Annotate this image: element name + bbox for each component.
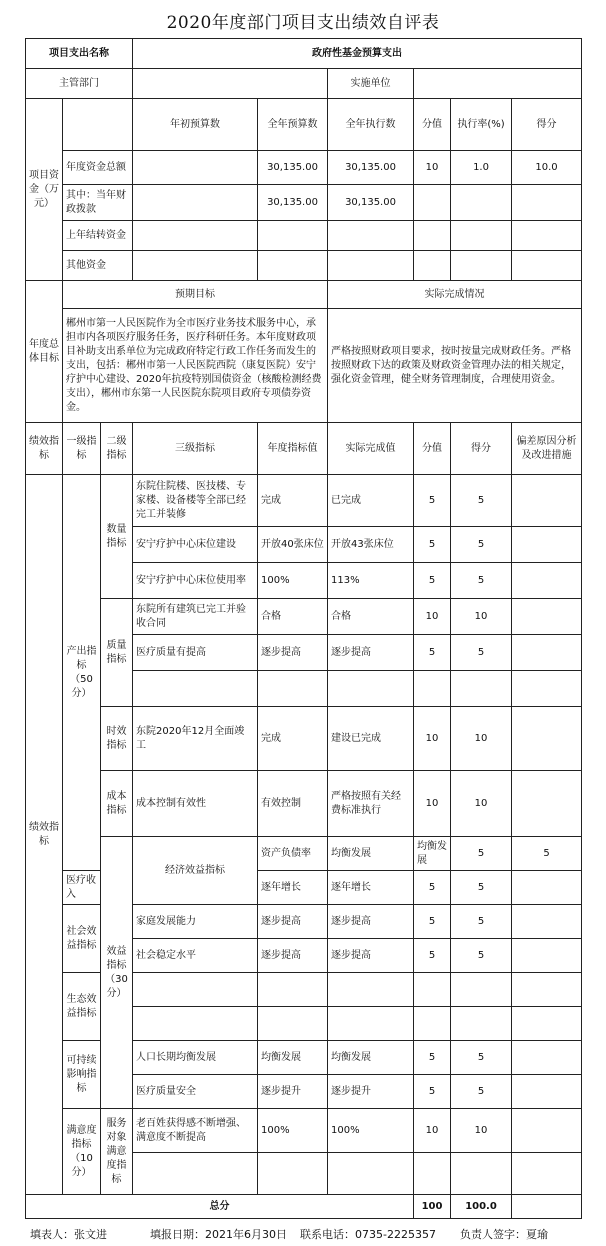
l3-actual <box>328 1153 414 1195</box>
l3-name: 社会稳定水平 <box>133 939 258 973</box>
l3-name: 医疗质量安全 <box>133 1075 258 1109</box>
l3-actual: 建设已完成 <box>328 707 414 771</box>
l2-cost: 成本指标 <box>101 771 133 837</box>
l3-target: 完成 <box>258 707 328 771</box>
impl-unit-label: 实施单位 <box>328 69 414 99</box>
l3-actual <box>328 973 414 1007</box>
fund-full-budget <box>258 221 328 251</box>
fund-score <box>512 185 582 221</box>
l3-score <box>451 1153 512 1195</box>
footer-phone: 联系电话：0735-2225357 <box>300 1228 436 1241</box>
l3-score: 5 <box>512 837 582 871</box>
l2-timeliness: 时效指标 <box>101 707 133 771</box>
l2-ecological: 生态效益指标 <box>63 973 101 1041</box>
goals-expected-header: 预期目标 <box>63 281 328 309</box>
l3-reason <box>512 1007 582 1041</box>
fund-name: 年度资金总额 <box>63 151 133 185</box>
l2-quality: 质量指标 <box>101 599 133 707</box>
l3-target <box>258 1153 328 1195</box>
dept-label: 主管部门 <box>26 69 133 99</box>
l3-score-value: 5 <box>414 905 451 939</box>
l3-actual: 113% <box>328 563 414 599</box>
l3-name: 东院所有建筑已完工并验收合同 <box>133 599 258 635</box>
indicator-row <box>26 707 582 771</box>
l3-name: 东院住院楼、医技楼、专家楼、设备楼等全部已经完工并装修 <box>133 475 258 527</box>
funds-header-score: 得分 <box>512 99 582 151</box>
total-score-value: 100 <box>414 1195 451 1219</box>
l3-score <box>451 1007 512 1041</box>
l3-score-value: 10 <box>414 599 451 635</box>
goals-label: 年度总体目标 <box>26 281 63 423</box>
l3-actual: 均衡发展 <box>414 837 451 871</box>
footer-signer: 负责人签字：夏瑜 <box>460 1228 548 1241</box>
l3-name: 东院2020年12月全面竣工 <box>133 707 258 771</box>
l3-name: 人口长期均衡发展 <box>133 1041 258 1075</box>
l3-score: 5 <box>451 563 512 599</box>
l3-score: 10 <box>451 1109 512 1153</box>
fund-exec-rate: 1.0 <box>451 151 512 185</box>
l3-actual: 逐步提高 <box>328 905 414 939</box>
l3-target: 开放40张床位 <box>258 527 328 563</box>
l3-reason <box>512 939 582 973</box>
fund-full-budget: 30,135.00 <box>258 151 328 185</box>
total-reason <box>512 1195 582 1219</box>
fund-score-value: 10 <box>414 151 451 185</box>
l3-score-value: 5 <box>414 475 451 527</box>
l3-score-value: 5 <box>414 871 451 905</box>
l3-score: 10 <box>451 707 512 771</box>
total-score: 100.0 <box>451 1195 512 1219</box>
l3-target <box>258 671 328 707</box>
l3-target: 100% <box>258 1109 328 1153</box>
l3-actual: 100% <box>328 1109 414 1153</box>
l3-score-value: 5 <box>414 1075 451 1109</box>
fund-name: 其他资金 <box>63 251 133 281</box>
l3-score-value: 5 <box>414 563 451 599</box>
l3-name: 安宁疗护中心床位使用率 <box>133 563 258 599</box>
l3-target: 逐步提高 <box>258 939 328 973</box>
l3-score-value: 10 <box>414 707 451 771</box>
l3-target: 逐步提高 <box>258 905 328 939</box>
l3-score: 5 <box>451 905 512 939</box>
goals-expected-text: 郴州市第一人民医院作为全市医疗业务技术服务中心，承担市内各项医疗服务任务，医疗科研任务。本年度财政项目补助支出系单位为完成政府特定行政工作任务而发生的支出，包括：郴州市第一人民医院西院（康复医院）安宁疗护中心建设、2020年抗疫特别国债资金（核酸检测经费支出），郴州市东第一人民医院东院项目政府专项债券资金。 <box>63 309 328 423</box>
funds-header-initial: 年初预算数 <box>133 99 258 151</box>
l3-reason <box>512 905 582 939</box>
funds-header-score-value: 分值 <box>414 99 451 151</box>
l3-name <box>133 671 258 707</box>
l3-target: 完成 <box>258 475 328 527</box>
l2-quantity: 数量指标 <box>101 475 133 599</box>
l2-social: 社会效益指标 <box>63 905 101 973</box>
l3-target: 合格 <box>258 599 328 635</box>
l3-actual: 开放43张床位 <box>328 527 414 563</box>
l3-target: 100% <box>258 563 328 599</box>
l3-score: 5 <box>451 939 512 973</box>
project-name-label: 项目支出名称 <box>26 39 133 69</box>
fund-score <box>512 221 582 251</box>
l3-score: 5 <box>451 635 512 671</box>
fund-score-value <box>414 221 451 251</box>
fund-exec-rate <box>451 221 512 251</box>
l3-reason <box>512 475 582 527</box>
fund-initial <box>133 185 258 221</box>
l3-reason <box>512 1153 582 1195</box>
funds-header-exec-rate: 执行率(%) <box>451 99 512 151</box>
l3-name: 医疗收入 <box>63 871 101 905</box>
funds-header-full-budget: 全年预算数 <box>258 99 328 151</box>
l3-target: 均衡发展 <box>258 1041 328 1075</box>
l3-reason <box>512 707 582 771</box>
l3-actual: 合格 <box>328 599 414 635</box>
goals-actual-text: 严格按照财政项目要求，按时按量完成财政任务。严格按照财政下达的政策及财政资金管理办法的相关规定，强化资金管理，健全财务管理制度，合理使用资金。 <box>328 309 582 423</box>
l3-reason <box>512 671 582 707</box>
l3-name: 家庭发展能力 <box>133 905 258 939</box>
l3-reason <box>512 599 582 635</box>
l3-target: 逐步提升 <box>258 1075 328 1109</box>
ind-header-reason: 偏差原因分析及改进措施 <box>512 423 582 475</box>
l3-score-value: 5 <box>414 527 451 563</box>
funds-row <box>26 221 582 251</box>
indicator-row <box>26 599 582 635</box>
l3-actual: 逐步提升 <box>328 1075 414 1109</box>
l3-name <box>133 1153 258 1195</box>
ind-header-score-value: 分值 <box>414 423 451 475</box>
satisfaction-label: 满意度指标（10分） <box>63 1109 101 1195</box>
indicator-row <box>26 1109 582 1153</box>
l3-score <box>451 671 512 707</box>
l3-score: 5 <box>451 1041 512 1075</box>
fund-initial <box>133 251 258 281</box>
l3-name: 成本控制有效性 <box>133 771 258 837</box>
l3-target: 逐步提高 <box>258 635 328 671</box>
footer-filler: 填表人：张文进 <box>30 1228 107 1241</box>
l3-target <box>258 1007 328 1041</box>
l3-reason <box>512 1075 582 1109</box>
funds-row <box>26 151 582 185</box>
goals-actual-header: 实际完成情况 <box>328 281 582 309</box>
l3-actual: 逐年增长 <box>328 871 414 905</box>
l3-target <box>258 973 328 1007</box>
l3-score: 5 <box>451 1075 512 1109</box>
ind-header-level3: 三级指标 <box>133 423 258 475</box>
ind-header-actual: 实际完成值 <box>328 423 414 475</box>
ind-header-target: 年度指标值 <box>258 423 328 475</box>
l3-score-value: 5 <box>414 1041 451 1075</box>
fund-name: 其中：当年财政拨款 <box>63 185 133 221</box>
l3-actual <box>328 1007 414 1041</box>
l3-reason <box>512 635 582 671</box>
page-title: 2020年度部门项目支出绩效自评表 <box>166 13 440 33</box>
ind-header-level2: 二级指标 <box>101 423 133 475</box>
l3-score-value: 5 <box>451 837 512 871</box>
funds-header-full-exec: 全年执行数 <box>328 99 414 151</box>
total-label: 总分 <box>26 1195 414 1219</box>
ind-header-level1: 一级指标 <box>63 423 101 475</box>
l3-score-value <box>414 1007 451 1041</box>
l3-score-value: 10 <box>414 771 451 837</box>
ind-header-perf: 绩效指标 <box>26 423 63 475</box>
funds-label: 项目资金（万元） <box>26 99 63 281</box>
fund-full-budget: 30,135.00 <box>258 185 328 221</box>
l3-score: 5 <box>451 527 512 563</box>
indicator-row <box>26 771 582 837</box>
l3-score-value: 10 <box>414 1109 451 1153</box>
l3-score: 10 <box>451 599 512 635</box>
footer <box>30 1226 590 1242</box>
l3-name <box>133 973 258 1007</box>
funds-row <box>26 185 582 221</box>
fund-full-exec: 30,135.00 <box>328 185 414 221</box>
l3-score: 5 <box>451 475 512 527</box>
output-label: 产出指标（50分） <box>63 475 101 871</box>
l3-score-value: 5 <box>414 939 451 973</box>
fund-initial <box>133 221 258 251</box>
fund-score-value <box>414 251 451 281</box>
l3-reason <box>512 1041 582 1075</box>
fund-initial <box>133 151 258 185</box>
l3-score-value <box>414 1153 451 1195</box>
l3-actual: 均衡发展 <box>328 1041 414 1075</box>
funds-header-blank <box>63 99 133 151</box>
l3-name: 资产负债率 <box>258 837 328 871</box>
l3-target: 逐年增长 <box>258 871 328 905</box>
dept-value <box>133 69 328 99</box>
l3-score-value: 5 <box>414 635 451 671</box>
fund-score: 10.0 <box>512 151 582 185</box>
l3-actual <box>328 671 414 707</box>
l2-service: 服务对象满意度指标 <box>101 1109 133 1195</box>
project-name-value: 政府性基金预算支出 <box>133 39 582 69</box>
funds-row <box>26 251 582 281</box>
l3-score: 10 <box>451 771 512 837</box>
fund-full-exec: 30,135.00 <box>328 151 414 185</box>
l3-actual: 已完成 <box>328 475 414 527</box>
l3-reason <box>512 973 582 1007</box>
impl-unit-value <box>414 69 582 99</box>
l3-name: 医疗质量有提高 <box>133 635 258 671</box>
l3-reason <box>512 1109 582 1153</box>
l3-name <box>133 1007 258 1041</box>
l3-reason <box>512 871 582 905</box>
indicator-row <box>26 475 582 527</box>
fund-score-value <box>414 185 451 221</box>
l2-sustainable: 可持续影响指标 <box>63 1041 101 1109</box>
fund-full-exec <box>328 251 414 281</box>
ind-header-score: 得分 <box>451 423 512 475</box>
l3-name: 老百姓获得感不断增强、满意度不断提高 <box>133 1109 258 1153</box>
l3-actual: 逐步提高 <box>328 939 414 973</box>
fund-exec-rate <box>451 185 512 221</box>
l3-reason <box>512 771 582 837</box>
perf-label: 绩效指标 <box>26 475 63 1195</box>
l3-score-value <box>414 973 451 1007</box>
l2-economic: 经济效益指标 <box>133 837 258 905</box>
fund-exec-rate <box>451 251 512 281</box>
fund-full-budget <box>258 251 328 281</box>
benefit-label: 效益指标（30分） <box>101 837 133 1109</box>
l3-score: 5 <box>451 871 512 905</box>
l3-target: 有效控制 <box>258 771 328 837</box>
l3-target: 均衡发展 <box>328 837 414 871</box>
l3-score-value <box>414 671 451 707</box>
l3-reason <box>512 527 582 563</box>
l3-reason <box>512 563 582 599</box>
fund-score <box>512 251 582 281</box>
self-evaluation-table <box>25 38 582 1219</box>
l3-score <box>451 973 512 1007</box>
l3-name: 安宁疗护中心床位建设 <box>133 527 258 563</box>
l3-actual: 严格按照有关经费标准执行 <box>328 771 414 837</box>
l3-actual: 逐步提高 <box>328 635 414 671</box>
indicator-row <box>26 837 582 871</box>
fund-full-exec <box>328 221 414 251</box>
footer-date: 填报日期：2021年6月30日 <box>150 1228 287 1241</box>
fund-name: 上年结转资金 <box>63 221 133 251</box>
